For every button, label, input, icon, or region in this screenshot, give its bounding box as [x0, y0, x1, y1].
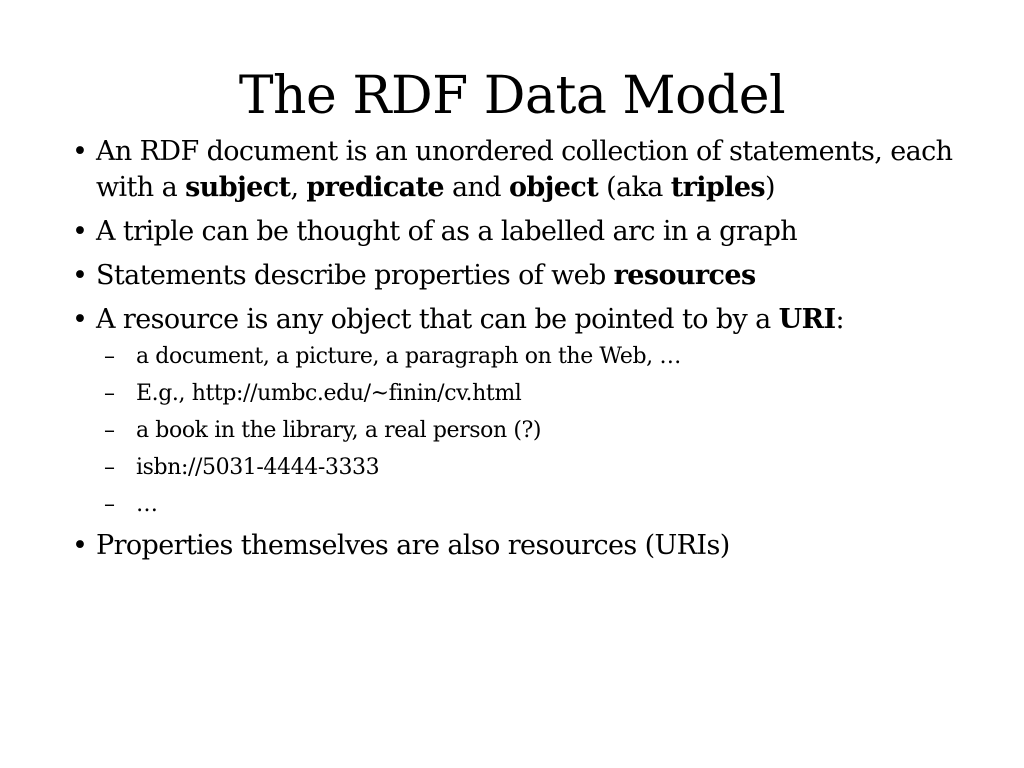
bullet-text-segment: Statements describe properties of web	[96, 260, 614, 291]
sub-bullet-marker: –	[104, 455, 115, 480]
sub-bullet-text: isbn://5031-4444-3333	[136, 455, 380, 480]
sub-bullet-marker: –	[104, 492, 115, 517]
sub-bullet-text: a document, a picture, a paragraph on the Web, …	[136, 344, 681, 369]
sub-bullet-marker: –	[104, 344, 115, 369]
bullet-text-segment: Properties themselves are also resources (URIs)	[96, 530, 730, 561]
bold-term: URI	[778, 304, 836, 335]
sub-bullet-item	[104, 342, 972, 372]
sub-bullet-text: a book in the library, a real person (?)	[136, 418, 542, 443]
slide-title: The RDF Data Model	[238, 66, 786, 126]
sub-bullet-item	[104, 490, 972, 520]
bullet-item	[72, 214, 972, 250]
bold-term: subject	[185, 172, 291, 203]
bold-term: object	[508, 172, 599, 203]
sub-bullet-list	[104, 342, 972, 520]
bullet-text	[96, 260, 756, 291]
bullet-marker: •	[72, 304, 88, 335]
bullet-item	[72, 528, 972, 564]
bullet-text-segment: An RDF document is an unordered collection of statements, each with a	[96, 136, 953, 203]
bullet-item	[72, 302, 972, 520]
sub-bullet-text: E.g., http://umbc.edu/~finin/cv.html	[136, 381, 522, 406]
bold-term: predicate	[306, 172, 445, 203]
bullet-text-segment: :	[835, 304, 844, 335]
sub-bullet-marker: –	[104, 418, 115, 443]
bullet-text	[96, 530, 730, 561]
bold-term: resources	[613, 260, 756, 291]
bullet-list	[72, 134, 972, 572]
bullet-marker: •	[72, 216, 88, 247]
bullet-text-segment: ,	[290, 172, 307, 203]
bullet-text	[96, 136, 952, 203]
bullet-text-segment: and	[444, 172, 509, 203]
sub-bullet-text: …	[136, 492, 158, 517]
bullet-marker: •	[72, 530, 88, 561]
bullet-text-segment: )	[765, 172, 775, 203]
bullet-text-segment: A resource is any object that can be pointed to by a	[96, 304, 779, 335]
bullet-text-segment: A triple can be thought of as a labelled arc in a graph	[96, 216, 798, 247]
bullet-marker: •	[72, 260, 88, 291]
bold-term: triples	[670, 172, 766, 203]
bullet-item	[72, 134, 972, 206]
sub-bullet-item	[104, 379, 972, 409]
bullet-item	[72, 258, 972, 294]
bullet-text	[96, 216, 797, 247]
sub-bullet-item	[104, 453, 972, 483]
sub-bullet-item	[104, 416, 972, 446]
bullet-text	[96, 304, 844, 335]
bullet-text-segment: (aka	[598, 172, 671, 203]
sub-bullet-marker: –	[104, 381, 115, 406]
bullet-marker: •	[72, 136, 88, 167]
